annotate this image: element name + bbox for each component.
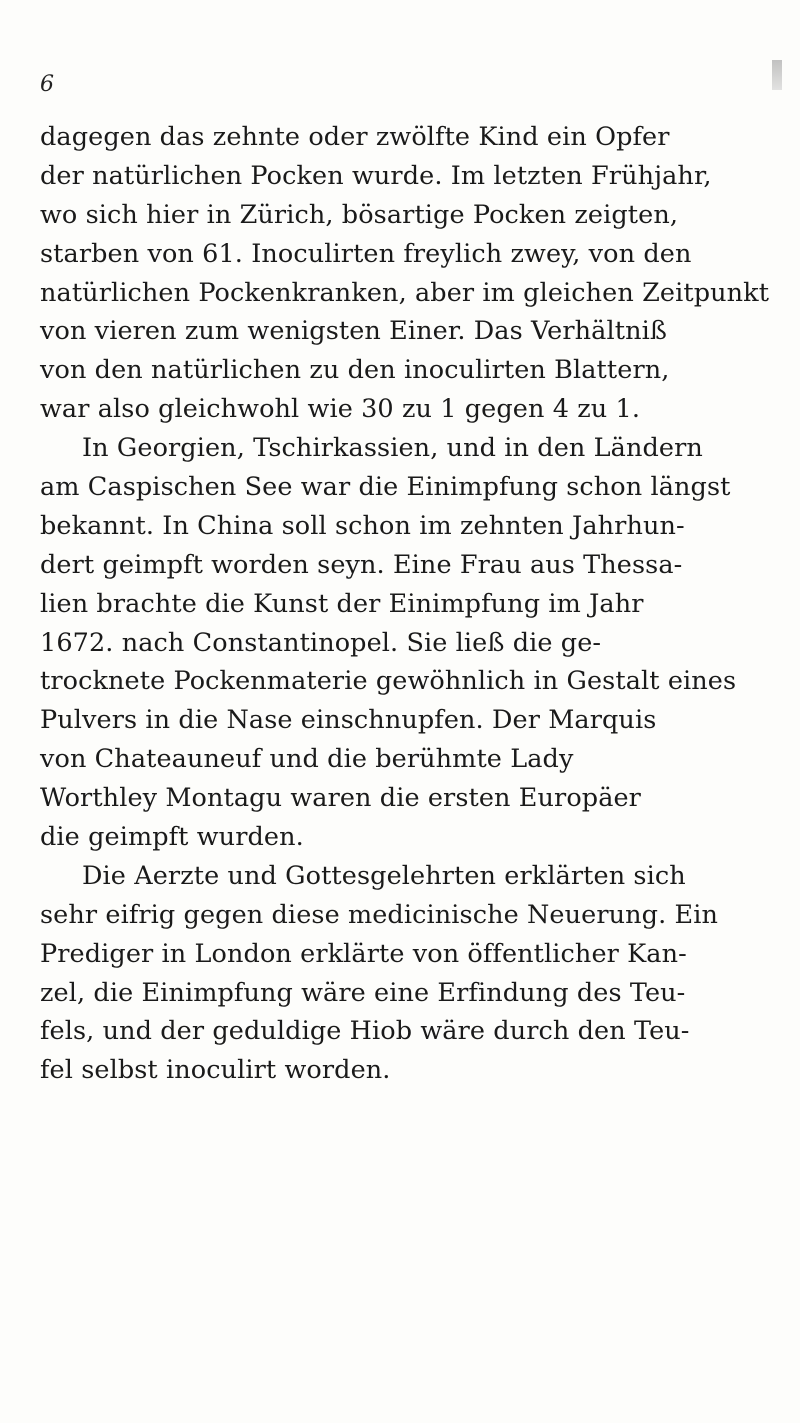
page-number: 6 [40, 72, 54, 97]
text-line: natürlichen Pockenkranken, aber im gleichen Zeitpunkt [40, 277, 770, 308]
paragraph-3 [40, 857, 770, 1090]
text-line: dert geimpft worden seyn. Eine Frau aus Thessa- [40, 549, 683, 580]
text-line: die geimpft wurden. [40, 822, 304, 853]
text-line: fels, und der geduldige Hiob wäre durch den Teu- [40, 1016, 690, 1047]
text-line: Die Aerzte und Gottesgelehrten erklärten sich [82, 860, 686, 891]
text-line: trocknete Pockenmaterie gewöhnlich in Gestalt eines [40, 666, 737, 697]
text-line: bekannt. In China soll schon im zehnten Jahrhun- [40, 510, 685, 541]
text-line: von vieren zum wenigsten Einer. Das Verhältniß [40, 316, 667, 347]
text-line: In Georgien, Tschirkassien, und in den Ländern [82, 433, 703, 464]
text-line: lien brachte die Kunst der Einimpfung im Jahr [40, 588, 644, 619]
text-line: war also gleichwohl wie 30 zu 1 gegen 4 zu 1. [40, 394, 641, 425]
text-line: fel selbst inoculirt worden. [40, 1055, 391, 1086]
text-line: starben von 61. Inoculirten freylich zwey, von den [40, 238, 692, 269]
text-line: Pulvers in die Nase einschnupfen. Der Marquis [40, 705, 657, 736]
text-line: 1672. nach Constantinopel. Sie ließ die ge- [40, 627, 602, 658]
text-line: sehr eifrig gegen diese medicinische Neuerung. Ein [40, 899, 718, 930]
text-line: wo sich hier in Zürich, bösartige Pocken zeigten, [40, 199, 679, 230]
paragraph-1 [40, 118, 770, 429]
text-line: am Caspischen See war die Einimpfung schon längst [40, 472, 731, 503]
body-text [40, 118, 770, 1090]
text-line: dagegen das zehnte oder zwölfte Kind ein Opfer [40, 122, 670, 152]
text-line: Worthley Montagu waren die ersten Europäer [40, 783, 641, 814]
page-edge-mark [772, 60, 782, 90]
text-line: Prediger in London erklärte von öffentlicher Kan- [40, 938, 687, 969]
text-line: der natürlichen Pocken wurde. Im letzten Frühjahr, [40, 160, 712, 191]
text-line: von Chateauneuf und die berühmte Lady [40, 744, 574, 775]
paragraph-2 [40, 429, 770, 857]
text-line: zel, die Einimpfung wäre eine Erfindung des Teu- [40, 977, 686, 1008]
text-line: von den natürlichen zu den inoculirten Blattern, [40, 355, 670, 386]
